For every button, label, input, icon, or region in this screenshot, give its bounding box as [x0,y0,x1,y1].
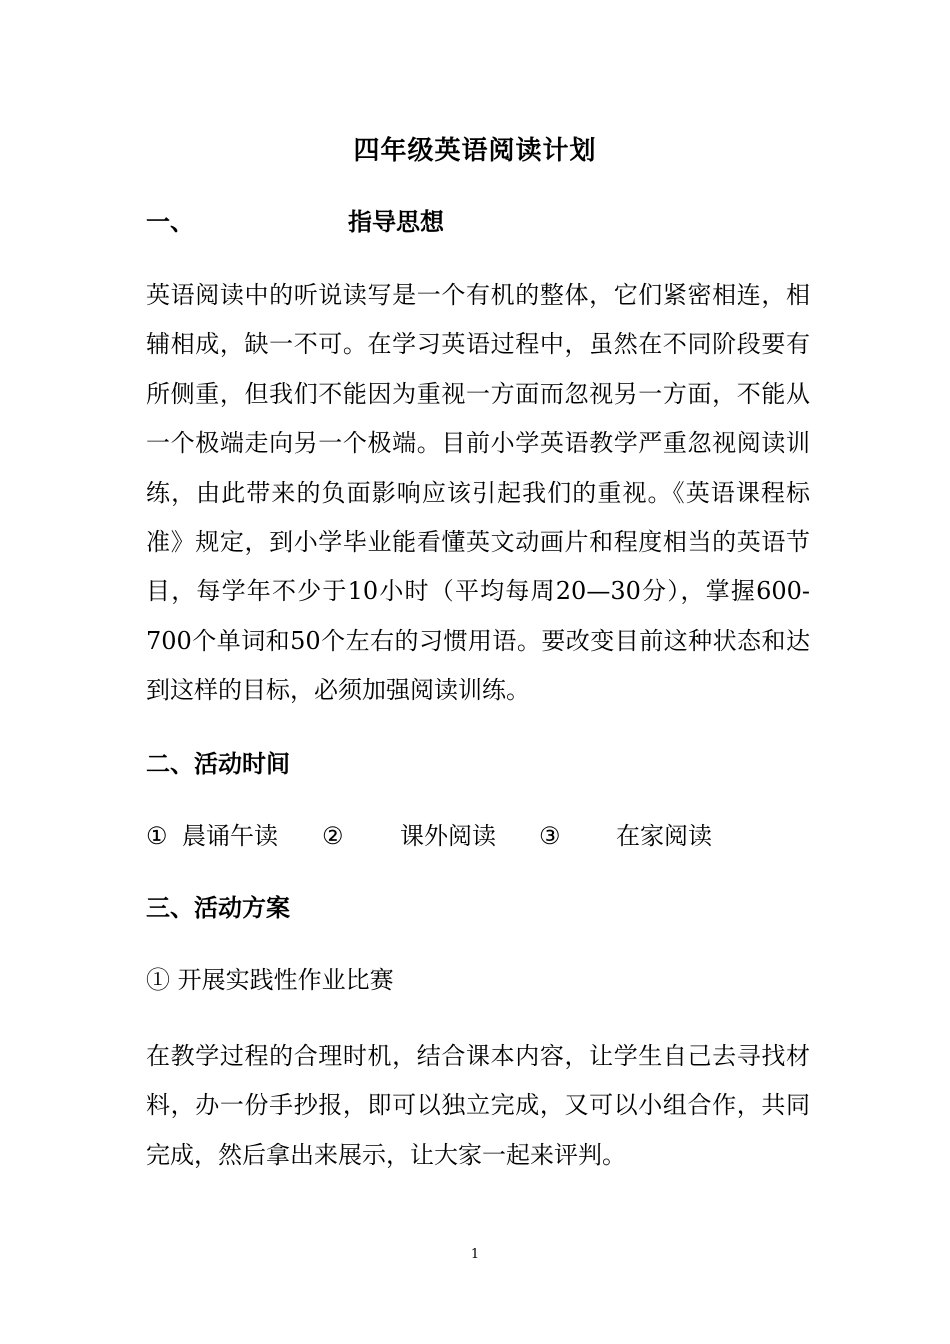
section-1-heading: 指导思想 [348,207,444,236]
page-number: 1 [470,1247,480,1262]
section-1-paragraph: 英语阅读中的听说读写是一个有机的整体，它们紧密相连，相辅相成，缺一不可。在学习英语过程中，虽然在不同阶段要有所侧重，但我们不能因为重视一方面而忽视另一方面，不能从一个极端走向另一个极端。目前小学英语教学严重忽视阅读训练，由此带来的负面影响应该引起我们的重视。《英语课程标准》规定，到小学毕业能看懂英文动画片和程度相当的英语节目，每学年不少于10小时（平均每周20—30分），掌握600-700个单词和50个左右的习惯用语。要改变目前这种状态和达到这样的目标，必须加强阅读训练。 [146,281,810,705]
section-3-subheading: ① 开展实践性作业比赛 [146,966,394,994]
activity-time-item-3: 在家阅读 [616,822,712,850]
section-2-heading: 二、活动时间 [146,749,290,778]
section-3-heading: 三、活动方案 [146,893,290,922]
section-1-number: 一、 [146,207,194,236]
activity-time-marker-3: ③ [539,822,561,850]
activity-time-item-2: 课外阅读 [400,822,496,850]
document-title: 四年级英语阅读计划 [353,136,597,166]
activity-time-list [146,818,810,854]
activity-time-item-1: 晨诵午读 [182,822,278,850]
activity-time-marker-1: ① [146,822,168,850]
section-3-paragraph: 在教学过程的合理时机，结合课本内容，让学生自己去寻找材料，办一份手抄报，即可以独立完成，又可以小组合作，共同完成，然后拿出来展示，让大家一起来评判。 [146,1042,810,1169]
activity-time-marker-2: ② [322,822,344,850]
